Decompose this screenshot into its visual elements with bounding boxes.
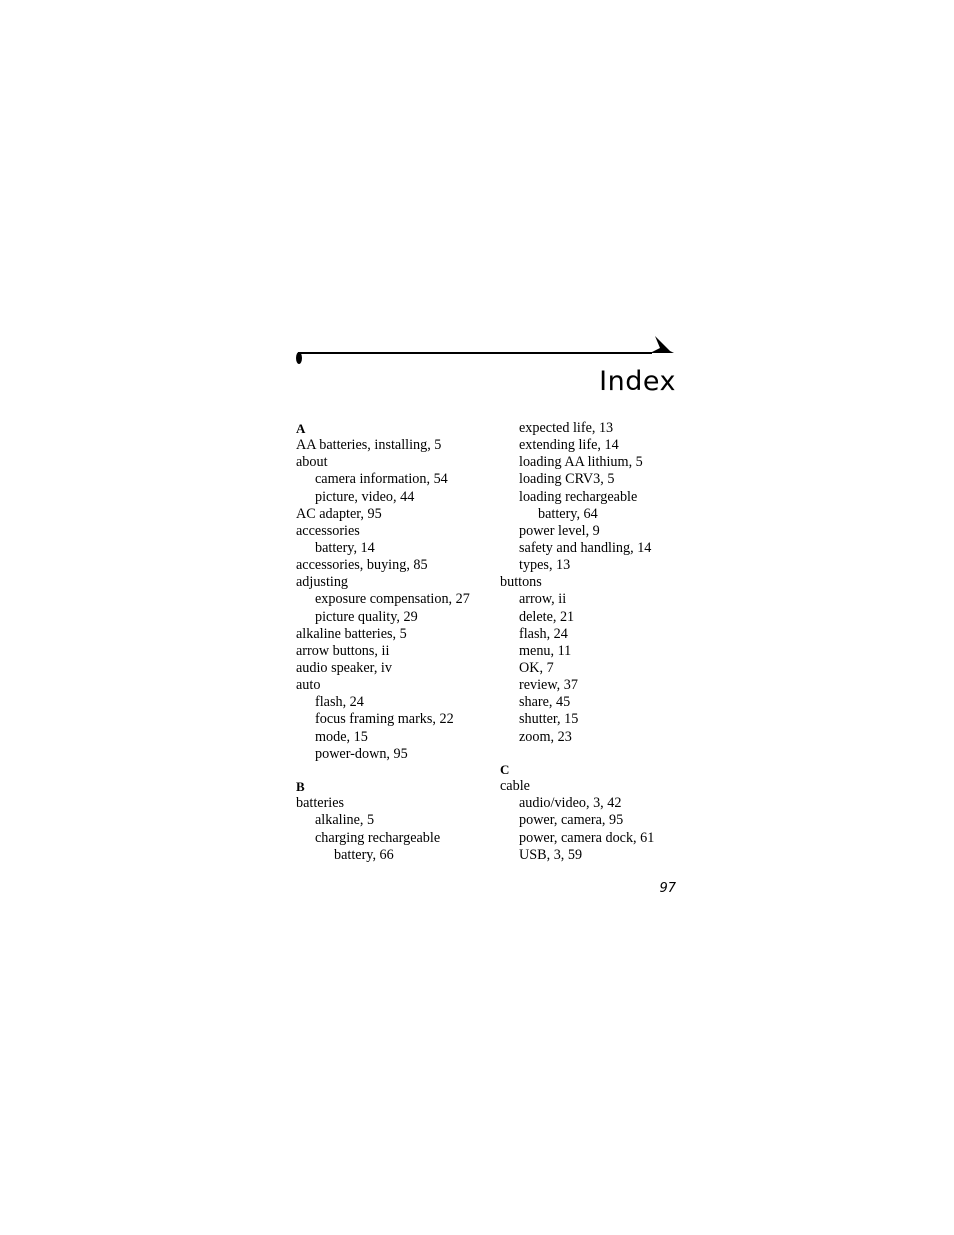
index-subentry: battery, 64	[538, 505, 598, 522]
index-subentry: USB, 3, 59	[519, 846, 583, 863]
index-subentry: menu, 11	[519, 642, 572, 659]
index-entry: adjusting	[296, 574, 349, 591]
index-subentry: exposure compensation, 27	[315, 591, 470, 608]
index-subentry: battery, 66	[334, 846, 394, 863]
index-entry: AC adapter, 95	[296, 505, 382, 522]
index-subentry: arrow, ii	[519, 591, 567, 608]
index-subentry: picture, video, 44	[315, 488, 415, 505]
index-subentry: camera information, 54	[315, 471, 448, 488]
index-subentry: flash, 24	[519, 625, 568, 642]
index-subentry: shutter, 15	[519, 711, 579, 728]
index-entry: auto	[296, 677, 321, 694]
index-subentry: charging rechargeable	[315, 829, 441, 846]
index-subentry: picture quality, 29	[315, 608, 418, 625]
index-subentry: safety and handling, 14	[519, 539, 652, 556]
index-entry: cable	[500, 778, 530, 795]
index-letter-heading: C	[500, 762, 510, 778]
index-subentry: share, 45	[519, 694, 571, 711]
index-subentry: focus framing marks, 22	[315, 711, 454, 728]
index-entry: accessories	[296, 522, 360, 539]
index-subentry: types, 13	[519, 557, 571, 574]
index-subentry: loading CRV3, 5	[519, 471, 615, 488]
index-subentry: power-down, 95	[315, 745, 408, 762]
index-entry: batteries	[296, 795, 345, 812]
index-entry: about	[296, 454, 328, 471]
index-subentry: audio/video, 3, 42	[519, 795, 622, 812]
index-subentry: OK, 7	[519, 659, 554, 676]
index-subentry: flash, 24	[315, 694, 364, 711]
section-gap	[500, 746, 700, 761]
index-subentry: loading AA lithium, 5	[519, 454, 643, 471]
index-entry: arrow buttons, ii	[296, 642, 390, 659]
index-letter-heading: A	[296, 421, 306, 436]
index-entry: AA batteries, installing, 5	[296, 437, 442, 454]
index-entry: audio speaker, iv	[296, 659, 392, 676]
index-column-right	[500, 420, 700, 864]
index-subentry: expected life, 13	[519, 420, 614, 436]
index-subentry: power, camera dock, 61	[519, 829, 655, 846]
index-entry: alkaline batteries, 5	[296, 625, 407, 642]
index-subentry: battery, 14	[315, 539, 375, 556]
index-subentry: power level, 9	[519, 522, 600, 539]
index-column-left	[296, 420, 496, 864]
index-subentry: review, 37	[519, 677, 578, 694]
index-subentry: mode, 15	[315, 728, 368, 745]
section-gap	[296, 763, 496, 778]
index-letter-heading: B	[296, 779, 305, 795]
index-entry: accessories, buying, 85	[296, 557, 428, 574]
index-subentry: extending life, 14	[519, 437, 619, 454]
index-subentry: delete, 21	[519, 608, 575, 625]
page-title: Index	[599, 366, 676, 397]
page-number: 97	[659, 881, 676, 896]
index-entry: buttons	[500, 574, 542, 591]
index-subentry: zoom, 23	[519, 728, 572, 745]
index-subentry: loading rechargeable	[519, 488, 638, 505]
index-subentry: power, camera, 95	[519, 812, 624, 829]
index-subentry: alkaline, 5	[315, 812, 375, 829]
